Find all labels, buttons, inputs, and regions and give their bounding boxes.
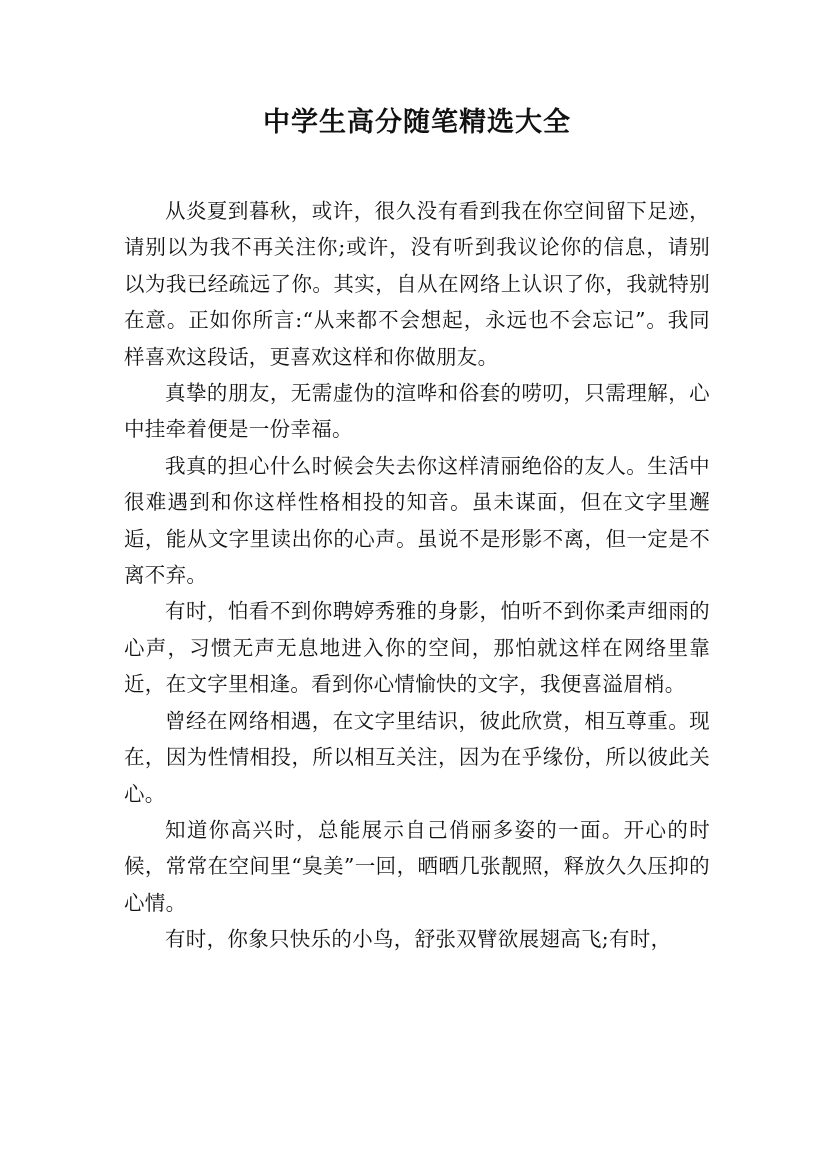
- document-body: [124, 193, 710, 958]
- paragraph: 真挚的朋友，无需虚伪的渲哗和俗套的唠叨，只需理解，心中挂牵着便是一份幸福。: [124, 381, 710, 442]
- paragraph: 有时，你象只快乐的小鸟，舒张双臂欲展翅高飞;有时，: [165, 927, 672, 952]
- paragraph: 知道你高兴时，总能展示自己俏丽多姿的一面。开心的时候，常常在空间里“臭美”一回，晒晒几张靓照，释放久久压抑的心情。: [124, 817, 710, 915]
- paragraph: 我真的担心什么时候会失去你这样清丽绝俗的友人。生活中很难遇到和你这样性格相投的知音。虽未谋面，但在文字里邂逅，能从文字里读出你的心声。虽说不是形影不离，但一定是不离不弃。: [124, 453, 710, 588]
- document-title: 中学生高分随笔精选大全: [263, 107, 571, 138]
- paragraph: 从炎夏到暮秋，或许，很久没有看到我在你空间留下足迹，请别以为我不再关注你;或许，没有听到我议论你的信息，请别以为我已经疏远了你。其实，自从在网络上认识了你，我就特别在意。正如你所言:“从来都不会想起，永远也不会忘记”。我同样喜欢这段话，更喜欢这样和你做朋友。: [124, 199, 710, 369]
- paragraph: 有时，怕看不到你聘婷秀雅的身影，怕听不到你柔声细雨的心声，习惯无声无息地进入你的空间，那怕就这样在网络里靠近，在文字里相逢。看到你心情愉快的文字，我便喜溢眉梢。: [124, 599, 710, 697]
- paragraph: 曾经在网络相遇，在文字里结识，彼此欣赏，相互尊重。现在，因为性情相投，所以相互关注，因为在乎缘份，所以彼此关心。: [124, 708, 710, 806]
